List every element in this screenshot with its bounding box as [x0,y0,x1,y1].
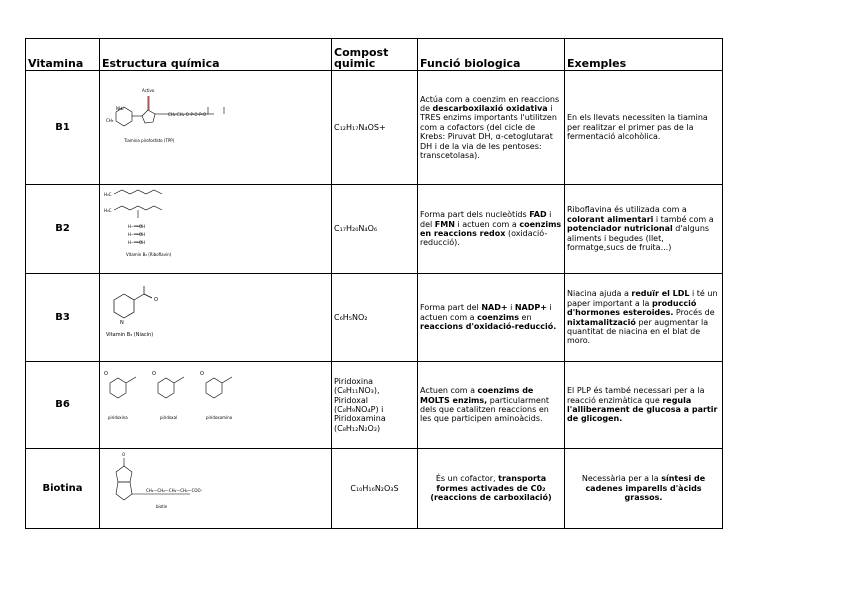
header-estructura: Estructura química [100,39,332,71]
bold-text: coenzims en reaccions redox [420,219,562,238]
svg-text:N: N [120,319,124,326]
structure-cell [100,449,332,529]
svg-text:O: O [200,371,204,377]
text-run: El PLP és també necessari per a la reacció enzimàtica que [567,386,705,405]
b6-label-piridoxina: piridoxina [108,415,128,420]
exemples-cell [565,362,723,449]
formula-line: (C₈H₉NO₄P) i [334,405,384,414]
table-row-biotina [26,449,723,529]
structure-caption: biotin [156,503,168,509]
structure-caption: Tiamina pirofosfato (TPP) [124,137,175,143]
exemples-cell [565,185,723,274]
text-run: Necessària per a la [581,474,662,484]
svg-text:O: O [104,371,108,377]
niacin-structure-image [102,278,242,358]
text-run: en [518,312,532,322]
vitamin-b6-structures-image [102,363,328,447]
text-run: Niacina ajuda a [567,289,632,299]
text-run: i actuen com a [420,303,552,322]
text-run: Actúa com a coenzim en reaccions de [420,94,560,113]
structure-caption: Vitamin B₃ (Niacin) [106,331,154,338]
bold-text: NADP+ [514,303,547,313]
header-compost: Compost quimic [332,39,418,71]
text-run: És un cofactor, [435,474,499,484]
text-run: En els llevats necessiten la tiamina per realitzar el primer pas de la fermentació alcohòlica. [567,113,708,142]
funcio-cell [418,274,565,362]
text-run: d'alguns aliments i begudes (llet, formatge,sucs de fruita...) [567,224,710,253]
structure-caption: Vitamin B₂ (Riboflavin) [126,252,172,257]
vitamin-name: B1 [26,71,100,185]
bold-text: transporta formes activades de C0₂ (reaccions de carboxilació) [430,474,552,503]
text-run: (oxidació-reducció). [420,229,548,248]
table-row-b2 [26,185,723,274]
formula-cell: C₁₂H₁₇N₄OS+ [332,71,418,185]
funcio-cell [418,71,565,185]
formula-cell: C₁₀H₁₆N₂O₃S [332,449,418,529]
exemples-cell [565,71,723,185]
bold-text: coenzims [477,312,519,322]
svg-text:O: O [122,451,126,457]
bold-text: síntesi de cadenes imparells d'àcids grassos. [585,474,706,503]
vitamins-table [25,38,723,529]
funcio-cell [418,362,565,449]
svg-text:O: O [154,296,158,303]
riboflavin-structure-image [102,186,242,272]
text-run: particularment dels que catalitzen reaccions en les que participen aminoàcids. [420,395,550,424]
vitamin-name: B6 [26,362,100,449]
text-run: Forma part dels nucleòtids [420,210,530,220]
thiamine-structure-image [102,74,242,182]
text-run: i actuen com a [454,219,520,229]
text-run: i també com a [653,214,714,224]
bold-text: regula l'alliberament de glucosa a partir de glicogen. [567,395,718,424]
structure-cell [100,274,332,362]
structure-cell [100,185,332,274]
table-row-b6 [26,362,723,449]
bold-text: producció d'hormones esteroides. [567,298,697,318]
funcio-cell [418,185,565,274]
exemples-cell [565,449,723,529]
formula-cell: C₆H₅NO₂ [332,274,418,362]
svg-text:H——OH: H——OH [128,232,146,237]
formula-line: (C₈H₁₂N₂O₂) [334,423,381,433]
bold-text: FMN [434,219,455,229]
svg-text:H——OH: H——OH [128,240,146,245]
formula-cell: C₁₇H₂₀N₄O₆ [332,185,418,274]
formula-line: Piridoxamina [334,414,386,424]
table-row-b1 [26,71,723,185]
text-run: Procés de [673,308,715,318]
text-run: per augmentar la quantitat de niacina en el blat de moro. [567,317,709,346]
svg-text:O: O [152,371,156,377]
vitamin-name: B2 [26,185,100,274]
formula-line: (C₈H₁₁NO₃), [334,386,380,396]
svg-text:H₃C: H₃C [104,208,112,213]
header-exemples: Exemples [565,39,723,71]
structure-cell [100,71,332,185]
header-funcio: Funció biologica [418,39,565,71]
text-run: Riboflavina és utilizada com a [567,205,687,215]
exemples-cell [565,274,723,362]
svg-text:H——OH: H——OH [128,224,146,229]
svg-text:Activo: Activo [142,87,155,93]
b6-label-piridoxal: piridoxal [160,415,178,420]
funcio-cell [418,449,565,529]
bold-text: reduïr el LDL [631,289,690,299]
formula-line: Piridoxal [334,395,368,405]
vitamin-name: Biotina [26,449,100,529]
bold-text: FAD [529,210,547,220]
text-run: i té un paper important a la [567,289,718,308]
text-run: i del [420,210,552,229]
bold-text: reaccions d'oxidació-reducció. [420,322,557,332]
bold-text: coenzims de MOLTS enzims, [420,386,534,405]
svg-text:NH₂: NH₂ [116,105,124,111]
table-row-b3 [26,274,723,362]
text-run: i [507,303,515,313]
bold-text: NAD+ [481,303,508,313]
svg-text:H₃C: H₃C [104,192,112,197]
bold-text: potenciador nutricional [567,224,673,234]
header-row [26,39,723,71]
structure-cell [100,362,332,449]
biotin-structure-image [102,450,242,528]
text-run: Actuen com a [420,386,478,396]
bold-text: nixtamalització [567,317,636,327]
header-vitamina: Vitamina [26,39,100,71]
svg-text:CH₃: CH₃ [106,117,114,123]
text-run: Forma part del [420,303,482,313]
text-run: i TRES enzims importants l'utilitzen com a cofactors (del cicle de Krebs: Piruvat DH, α-cetoglutarat DH i de la via de les pentoses: transcetolasa). [420,103,557,161]
formula-cell [332,362,418,449]
bold-text: descarboxilaxió oxidativa [432,103,548,113]
svg-text:CH₂—CH₂—CH₂—CH₂—COO⁻: CH₂—CH₂—CH₂—CH₂—COO⁻ [146,487,203,493]
svg-text:CH₂-CH₂-O-P-O-P-O⁻: CH₂-CH₂-O-P-O-P-O⁻ [168,111,209,117]
b6-label-piridoxamina: piridoxamina [206,415,233,420]
formula-line: Piridoxina [334,376,374,386]
bold-text: colorant alimentari [567,214,654,224]
vitamin-name: B3 [26,274,100,362]
